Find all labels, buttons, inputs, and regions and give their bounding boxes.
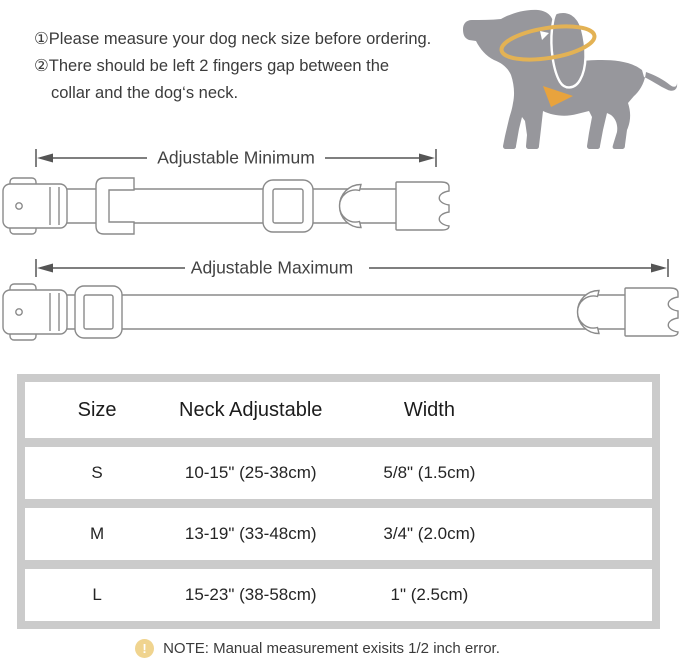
neck-cell: 13-19" (33-48cm) bbox=[184, 524, 317, 543]
warning-icon: ! bbox=[135, 639, 154, 658]
size-cell: S bbox=[91, 463, 103, 482]
female-buckle bbox=[3, 284, 67, 340]
header-neck-adjustable: Neck Adjustable bbox=[179, 398, 323, 421]
adjustable-maximum-arrow bbox=[35, 257, 669, 279]
female-buckle bbox=[3, 178, 67, 234]
header-size: Size bbox=[77, 398, 117, 421]
strap-keeper bbox=[96, 178, 134, 234]
d-ring bbox=[340, 185, 362, 228]
left-arrowhead-icon bbox=[37, 154, 53, 163]
neck-cell: 15-23" (38-58cm) bbox=[184, 585, 317, 604]
measuring-instructions bbox=[34, 26, 454, 107]
instruction-line-2: ②There should be left 2 fingers gap between the bbox=[34, 57, 390, 75]
size-table bbox=[17, 374, 660, 629]
instruction-line-1: ①Please measure your dog neck size before ordering. bbox=[34, 30, 432, 48]
collar-diagram-minimum bbox=[0, 176, 452, 238]
dog-illustration bbox=[456, 2, 679, 158]
note-text: NOTE: Manual measurement exisits 1/2 inch error. bbox=[163, 640, 500, 657]
neck-cell: 10-15" (25-38cm) bbox=[184, 463, 317, 482]
left-arrowhead-icon bbox=[37, 264, 53, 273]
table-row-l bbox=[25, 569, 652, 621]
header-width: Width bbox=[403, 398, 455, 421]
instruction-line-2-cont: collar and the dog‘s neck. bbox=[51, 84, 239, 102]
male-buckle bbox=[625, 288, 678, 336]
right-arrowhead-icon bbox=[419, 154, 435, 163]
width-cell: 1" (2.5cm) bbox=[390, 585, 469, 604]
size-cell: M bbox=[90, 524, 105, 543]
size-cell: L bbox=[92, 585, 102, 604]
male-buckle bbox=[396, 182, 449, 230]
d-ring bbox=[578, 291, 600, 334]
collar-diagram-maximum bbox=[0, 282, 679, 344]
triglide-slider bbox=[263, 180, 313, 232]
note-bar bbox=[0, 639, 657, 658]
right-arrowhead-icon bbox=[651, 264, 667, 273]
table-header-row bbox=[25, 382, 652, 438]
adjustable-minimum-label: Adjustable Minimum bbox=[157, 147, 315, 168]
adjustable-minimum-arrow bbox=[35, 147, 437, 169]
triglide-slider bbox=[75, 286, 122, 338]
width-cell: 3/4" (2.0cm) bbox=[383, 524, 476, 543]
width-cell: 5/8" (1.5cm) bbox=[383, 463, 476, 482]
table-row-m bbox=[25, 508, 652, 560]
table-row-s bbox=[25, 447, 652, 499]
adjustable-maximum-label: Adjustable Maximum bbox=[190, 257, 354, 278]
